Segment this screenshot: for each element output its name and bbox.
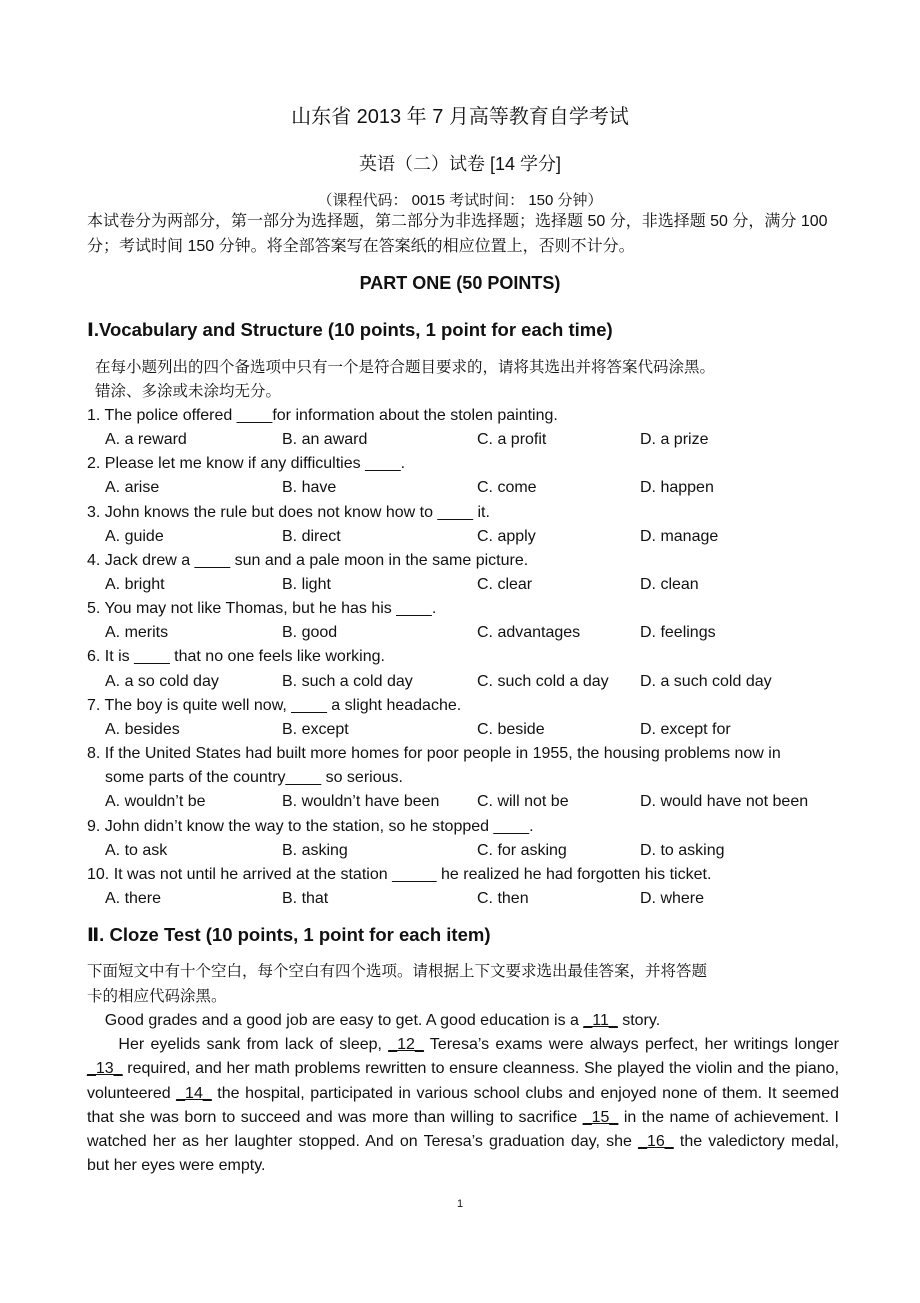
option-b[interactable]: B. good: [282, 624, 338, 642]
option-row: [87, 573, 847, 597]
option-b[interactable]: B. except: [282, 720, 349, 738]
cloze-blank[interactable]: _13_: [87, 1060, 123, 1078]
option-b[interactable]: B. have: [282, 479, 337, 497]
option-c[interactable]: C. advantages: [477, 624, 581, 642]
option-a[interactable]: A. a so cold day: [105, 672, 219, 690]
instruction-line: 下面短文中有十个空白，每个空白有四个选项。请根据上下文要求选出最佳答案，并将答题: [87, 963, 708, 980]
cloze-blank[interactable]: _12_: [388, 1036, 424, 1054]
question-9: [87, 815, 847, 863]
option-c[interactable]: C. beside: [477, 720, 545, 738]
option-row: [87, 839, 847, 863]
option-row: [87, 718, 847, 742]
option-a[interactable]: A. a reward: [105, 431, 187, 449]
option-a[interactable]: A. there: [105, 889, 162, 907]
section2-instructions: [87, 959, 707, 1009]
option-c[interactable]: C. apply: [477, 527, 536, 545]
question-stem: 1. The police offered ____for information about the stolen painting.: [87, 407, 558, 424]
section2-heading: Ⅱ. Cloze Test (10 points, 1 point for each item): [87, 924, 491, 945]
option-a[interactable]: A. bright: [105, 576, 165, 594]
question-3: [87, 501, 847, 549]
option-c[interactable]: C. such cold a day: [477, 672, 609, 690]
option-b[interactable]: B. an award: [282, 431, 368, 449]
option-d[interactable]: D. a such cold day: [640, 672, 772, 690]
instruction-line: 在每小题列出的四个备选项中只有一个是符合题目要求的，请将其选出并将答案代码涂黑。: [95, 359, 716, 376]
passage-text: Good grades and a good job are easy to get. A good education is a: [87, 1012, 584, 1029]
passage-paragraph: [87, 1033, 844, 1178]
cloze-blank[interactable]: _16_: [638, 1133, 674, 1151]
question-list: [87, 404, 847, 911]
option-a[interactable]: A. wouldn’t be: [105, 793, 206, 811]
cloze-blank[interactable]: _14_: [176, 1084, 212, 1102]
option-b[interactable]: B. asking: [282, 841, 348, 859]
question-stem: 4. Jack drew a ____ sun and a pale moon in the same picture.: [87, 551, 529, 569]
option-a[interactable]: A. arise: [105, 479, 160, 497]
option-b[interactable]: B. light: [282, 576, 331, 594]
section1-instructions: [95, 356, 715, 403]
question-2: [87, 452, 847, 500]
passage-text: the hospital, participated in various school clubs and enjoyed none of them. It seemed that she was born to succeed and was more than willing to sacrifice: [87, 1084, 844, 1126]
option-d[interactable]: D. would have not been: [640, 793, 809, 811]
question-stem: 2. Please let me know if any difficulties ____.: [87, 455, 406, 473]
page-number: 1: [456, 1198, 464, 1210]
option-d[interactable]: D. happen: [640, 479, 714, 497]
question-stem: 6. It is ____ that no one feels like working.: [87, 648, 385, 666]
cloze-blank[interactable]: _11_: [583, 1012, 618, 1029]
option-c[interactable]: C. a profit: [477, 431, 547, 449]
course-info: （课程代码： 0015 考试时间： 150 分钟）: [317, 192, 603, 209]
cloze-passage: [87, 1009, 844, 1178]
question-7: [87, 694, 847, 742]
option-row: [87, 790, 847, 814]
option-c[interactable]: C. then: [477, 889, 529, 907]
question-stem: 3. John knows the rule but does not know how to ____ it.: [87, 503, 490, 521]
option-b[interactable]: B. that: [282, 889, 329, 907]
option-b[interactable]: B. direct: [282, 527, 341, 545]
exam-subtitle: 英语（二）试卷 [14 学分]: [358, 154, 562, 174]
option-row: [87, 887, 847, 911]
option-c[interactable]: C. for asking: [477, 841, 567, 859]
option-a[interactable]: A. besides: [105, 720, 180, 738]
option-c[interactable]: C. come: [477, 479, 537, 497]
question-stem: 9. John didn’t know the way to the station, so he stopped ____.: [87, 817, 534, 835]
option-a[interactable]: A. guide: [105, 527, 164, 545]
question-6: [87, 645, 847, 693]
option-c[interactable]: C. clear: [477, 576, 533, 594]
question-stem: 5. You may not like Thomas, but he has his ____.: [87, 600, 437, 618]
exam-intro: 本试卷分为两部分，第一部分为选择题，第二部分为非选择题；选择题 50 分，非选择题 50 分，满分 100 分；考试时间 150 分钟。将全部答案写在答案纸的相应位置上，否则不计分。: [87, 213, 828, 255]
option-d[interactable]: D. clean: [640, 576, 699, 594]
section1-heading: Ⅰ.Vocabulary and Structure (10 points, 1 point for each time): [87, 319, 613, 340]
question-stem: 10. It was not until he arrived at the station _____ he realized he had forgotten his ticket.: [87, 865, 712, 883]
option-d[interactable]: D. where: [640, 889, 705, 907]
question-5: [87, 597, 847, 645]
passage-text: Teresa’s exams were always perfect, her writings longer: [423, 1036, 844, 1054]
option-d[interactable]: D. feelings: [640, 624, 716, 642]
question-stem: 8. If the United States had built more homes for poor people in 1955, the housing problems now in: [87, 745, 781, 763]
option-c[interactable]: C. will not be: [477, 793, 569, 811]
instruction-line: 错涂、多涂或未涂均无分。: [95, 382, 282, 400]
question-stem-continued: some parts of the country____ so serious.: [105, 769, 403, 787]
option-a[interactable]: A. merits: [105, 624, 169, 642]
exam-title: 山东省 2013 年 7 月高等教育自学考试: [291, 106, 629, 128]
instruction-line: 卡的相应代码涂黑。: [87, 988, 227, 1005]
question-1: [87, 404, 847, 452]
option-row: [87, 428, 847, 452]
passage-text: Her eyelids sank from lack of sleep,: [87, 1036, 389, 1054]
option-d[interactable]: D. a prize: [640, 431, 709, 449]
option-row: [87, 621, 847, 645]
option-d[interactable]: D. manage: [640, 527, 719, 545]
passage-text: story.: [617, 1012, 661, 1029]
question-4: [87, 549, 847, 597]
cloze-blank[interactable]: _15_: [582, 1108, 619, 1126]
part-one-heading: PART ONE (50 POINTS): [359, 273, 561, 293]
option-b[interactable]: B. such a cold day: [282, 672, 413, 690]
option-row: [87, 476, 847, 500]
question-8: [87, 742, 847, 814]
passage-text: required, and her math problems rewritten to ensure cleanness. She played the violin and the piano, volunteered: [87, 1060, 844, 1102]
passage-text: in the name of achievement. I watched her as her laughter stopped. And on Teresa’s graduation day, she: [87, 1108, 844, 1151]
option-row: [87, 525, 847, 549]
passage-text: the valedictory medal, but her eyes were empty.: [87, 1133, 844, 1175]
question-stem: 7. The boy is quite well now, ____ a slight headache.: [87, 696, 462, 714]
option-d[interactable]: D. except for: [640, 720, 731, 738]
option-d[interactable]: D. to asking: [640, 841, 725, 859]
question-10: [87, 863, 847, 911]
option-b[interactable]: B. wouldn’t have been: [282, 793, 440, 811]
passage-paragraph: [87, 1009, 839, 1033]
option-row: [87, 670, 847, 694]
option-a[interactable]: A. to ask: [105, 841, 168, 859]
